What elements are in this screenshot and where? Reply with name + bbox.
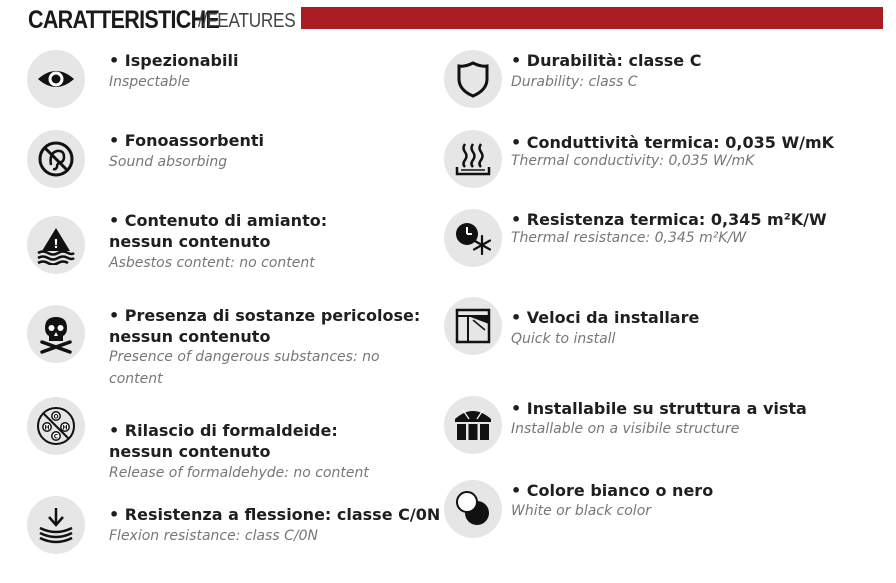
shield-icon: [444, 50, 502, 108]
skull-crossbones-icon: [27, 305, 85, 363]
feature-title: • Resistenza termica: 0,345 m²K/W: [511, 210, 827, 229]
feature-subtitle: Quick to install: [511, 331, 616, 347]
molecule-atom-label: H: [62, 424, 68, 432]
feature-title-line2: nessun contenuto: [109, 442, 271, 461]
feature-title-line1: • Presenza di sostanze pericolose:: [109, 306, 421, 325]
feature-subtitle: Thermal conductivity: 0,035 W/mK: [511, 153, 755, 169]
feature-title: • Veloci da installare: [511, 308, 700, 327]
ceiling-panel-icon: [444, 297, 502, 355]
feature-subtitle: Release of formaldehyde: no content: [109, 465, 369, 481]
flexion-arrow-icon: [27, 496, 85, 554]
feature-subtitle: Sound absorbing: [109, 154, 228, 170]
feature-subtitle: White or black color: [511, 503, 652, 519]
white-black-circles-icon: [444, 480, 502, 538]
feature-title: • Installabile su struttura a vista: [511, 399, 807, 418]
heat-waves-icon: [444, 130, 502, 188]
feature-subtitle: Installable on a visibile structure: [511, 421, 740, 437]
feature-subtitle: Flexion resistance: class C/0N: [109, 528, 318, 544]
feature-title-line2: nessun contenuto: [109, 232, 271, 251]
no-noise-icon: [27, 130, 85, 188]
feature-subtitle-line2: content: [109, 371, 163, 387]
feature-title: • Ispezionabili: [109, 51, 239, 70]
header-accent-bar: [301, 7, 883, 29]
formaldehyde-molecule-icon: [27, 397, 85, 455]
feature-title: • Fonoassorbenti: [109, 131, 265, 150]
feature-title: • Durabilità: classe C: [511, 51, 702, 70]
asbestos-warning-icon: [27, 216, 85, 274]
clock-snowflake-icon: [444, 209, 502, 267]
eye-icon: [27, 50, 85, 108]
molecule-atom-label: O: [53, 413, 59, 421]
svg-text:!: !: [53, 237, 59, 251]
molecule-atom-label: C: [53, 433, 59, 441]
feature-title: • Conduttività termica: 0,035 W/mK: [511, 133, 835, 152]
section-header: [28, 4, 884, 34]
feature-subtitle: Durability: class C: [511, 74, 638, 90]
section-subtitle: //FEATURES: [198, 10, 296, 32]
visible-structure-icon: [444, 396, 502, 454]
feature-subtitle: Thermal resistance: 0,345 m²K/W: [511, 230, 747, 246]
feature-title-line1: • Contenuto di amianto:: [109, 211, 328, 230]
feature-title-line1: • Rilascio di formaldeide:: [109, 421, 338, 440]
feature-title: • Resistenza a flessione: classe C/0N: [109, 505, 441, 524]
feature-subtitle: Asbestos content: no content: [109, 255, 315, 271]
section-title: CARATTERISTICHE: [28, 6, 220, 34]
feature-title-line2: nessun contenuto: [109, 327, 271, 346]
feature-subtitle: Inspectable: [109, 74, 190, 90]
molecule-atom-label: H: [44, 424, 50, 432]
feature-subtitle-line1: Presence of dangerous substances: no: [109, 349, 380, 365]
feature-title: • Colore bianco o nero: [511, 481, 714, 500]
